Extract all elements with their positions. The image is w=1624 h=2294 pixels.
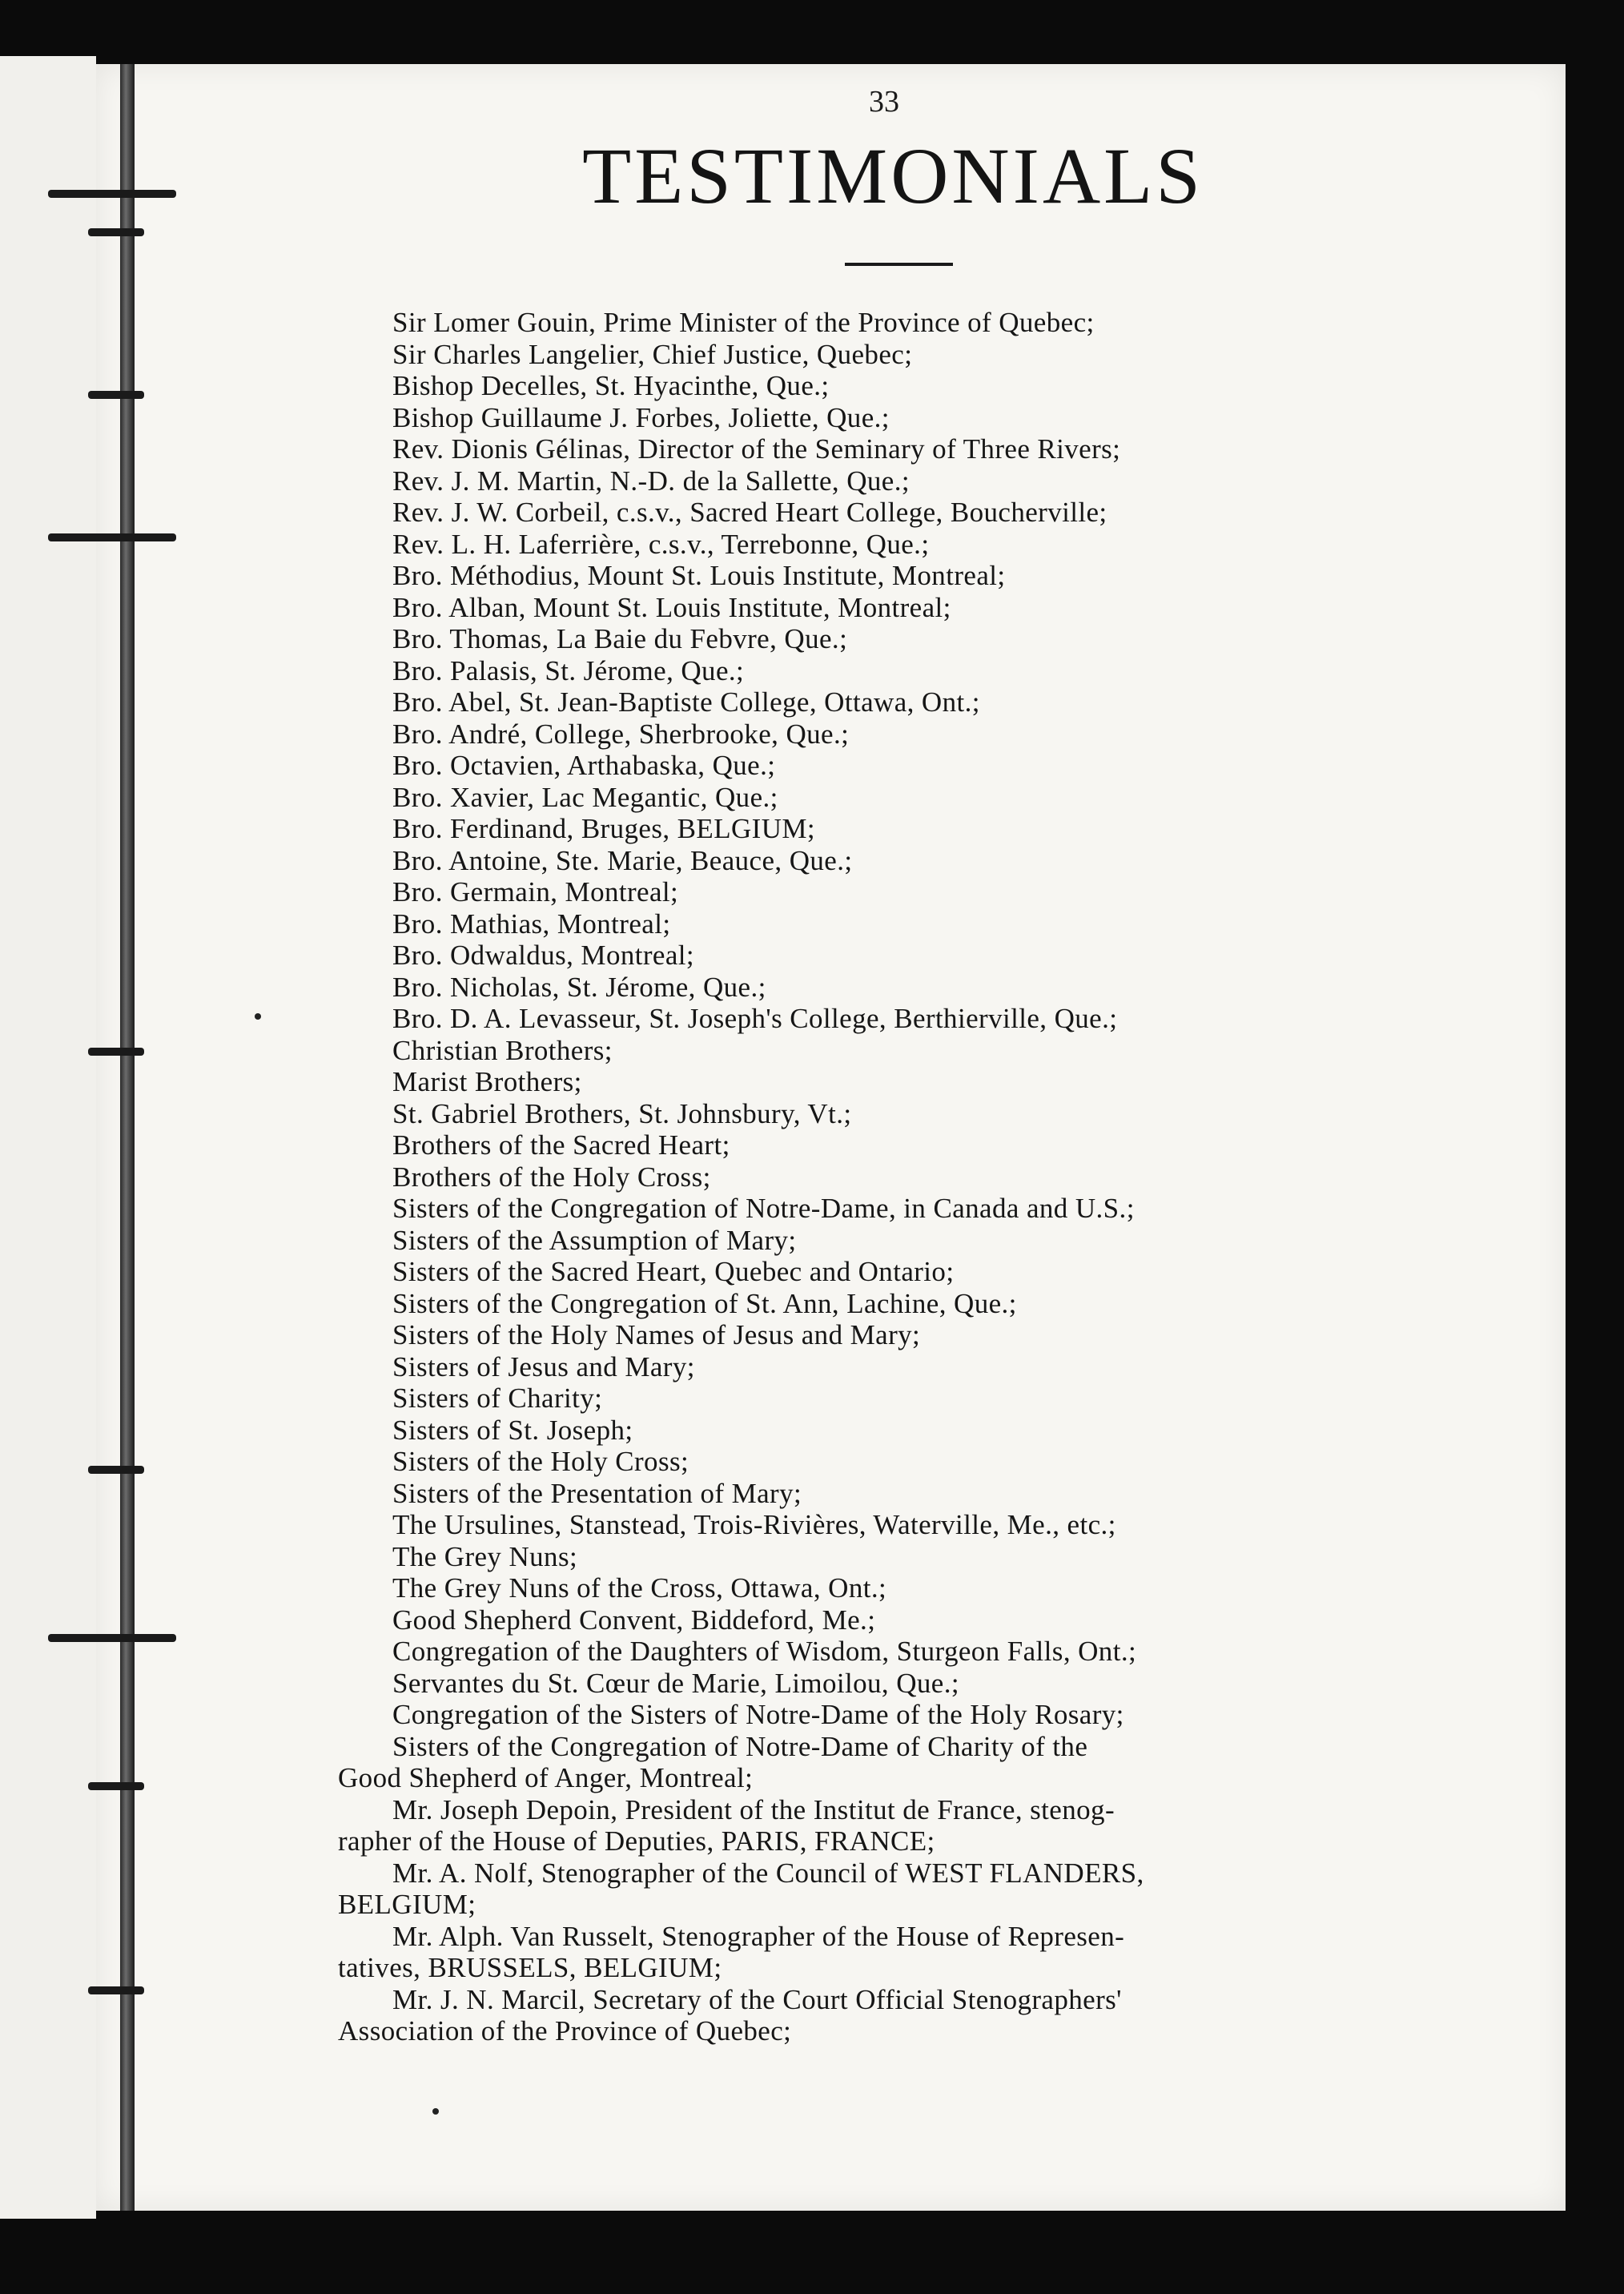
binding-stitch — [88, 228, 144, 236]
testimonial-line: Sisters of the Congregation of Notre-Dame of Charity of the — [392, 1730, 1088, 1762]
testimonial-line: Mr. J. N. Marcil, Secretary of the Court Official Stenographers' — [392, 1983, 1122, 2015]
binding-stitch — [88, 1466, 144, 1474]
page-title: TESTIMONIALS — [582, 131, 1204, 220]
binding-stitch — [88, 391, 144, 399]
page-number: 33 — [869, 85, 899, 119]
testimonial-line: Bro. André, College, Sherbrooke, Que.; — [392, 718, 850, 750]
testimonial-line: Bro. Xavier, Lac Megantic, Que.; — [392, 781, 778, 813]
testimonial-line: Bro. Méthodius, Mount St. Louis Institute, Montreal; — [392, 560, 1006, 591]
testimonial-line: Rev. J. W. Corbeil, c.s.v., Sacred Heart College, Boucherville; — [392, 497, 1107, 528]
testimonial-line: Rev. Dionis Gélinas, Director of the Seminary of Three Rivers; — [392, 433, 1121, 465]
testimonial-line: Mr. Joseph Depoin, President of the Institut de France, stenog- — [392, 1793, 1115, 1825]
testimonial-line: Bishop Guillaume J. Forbes, Joliette, Que.; — [392, 401, 890, 433]
testimonial-line: St. Gabriel Brothers, St. Johnsbury, Vt.; — [392, 1097, 852, 1129]
testimonial-line: Bro. Thomas, La Baie du Febvre, Que.; — [392, 623, 848, 654]
testimonial-line: Good Shepherd Convent, Biddeford, Me.; — [392, 1604, 876, 1636]
testimonial-line: Marist Brothers; — [392, 1066, 582, 1097]
book-binding — [120, 64, 135, 2211]
testimonial-line: Brothers of the Sacred Heart; — [392, 1129, 730, 1161]
testimonial-line: Sir Lomer Gouin, Prime Minister of the Province of Quebec; — [392, 307, 1095, 338]
testimonial-line: Servantes du St. Cœur de Marie, Limoilou, Que.; — [392, 1667, 959, 1699]
testimonial-line: BELGIUM; — [338, 1889, 476, 1920]
title-divider — [845, 263, 953, 266]
testimonial-line: Bro. Alban, Mount St. Louis Institute, Montreal; — [392, 591, 951, 623]
testimonial-line: Sisters of Charity; — [392, 1382, 603, 1414]
testimonial-line: The Ursulines, Stanstead, Trois-Rivières, Waterville, Me., etc.; — [392, 1509, 1116, 1540]
testimonial-line: Sisters of Jesus and Mary; — [392, 1350, 695, 1382]
testimonial-line: Sisters of the Presentation of Mary; — [392, 1477, 802, 1509]
binding-stitch — [48, 1634, 176, 1642]
testimonial-line: Bro. Octavien, Arthabaska, Que.; — [392, 750, 776, 781]
binding-stitch — [88, 1782, 144, 1790]
facing-page-edge — [0, 56, 96, 2219]
binding-stitch — [88, 1048, 144, 1056]
ink-speck — [432, 2108, 439, 2115]
testimonial-line: Sisters of the Sacred Heart, Quebec and Ontario; — [392, 1256, 955, 1287]
testimonial-line: Bro. Abel, St. Jean-Baptiste College, Ottawa, Ont.; — [392, 686, 980, 718]
testimonial-line: Sisters of the Congregation of Notre-Dame, in Canada and U.S.; — [392, 1193, 1135, 1224]
testimonial-line: Sir Charles Langelier, Chief Justice, Quebec; — [392, 338, 913, 370]
ink-speck — [255, 1013, 261, 1020]
testimonial-line: Sisters of the Holy Cross; — [392, 1446, 689, 1477]
testimonial-list — [338, 307, 1481, 2047]
testimonial-line: Bro. Odwaldus, Montreal; — [392, 940, 695, 971]
testimonial-line: Sisters of the Holy Names of Jesus and Mary; — [392, 1319, 921, 1350]
testimonial-line: tatives, BRUSSELS, BELGIUM; — [338, 1952, 722, 1983]
testimonial-line: Mr. A. Nolf, Stenographer of the Council of WEST FLANDERS, — [392, 1857, 1144, 1889]
testimonial-line: The Grey Nuns of the Cross, Ottawa, Ont.; — [392, 1572, 887, 1604]
testimonial-line: Mr. Alph. Van Russelt, Stenographer of the House of Represen- — [392, 1920, 1125, 1952]
testimonial-line: Rev. J. M. Martin, N.-D. de la Sallette, Que.; — [392, 465, 910, 497]
testimonial-line: Bro. Nicholas, St. Jérome, Que.; — [392, 971, 766, 1003]
testimonial-line: Congregation of the Sisters of Notre-Dame of the Holy Rosary; — [392, 1699, 1124, 1730]
testimonial-line: The Grey Nuns; — [392, 1540, 578, 1572]
testimonial-line: rapher of the House of Deputies, PARIS, FRANCE; — [338, 1825, 935, 1857]
testimonial-line: Sisters of the Assumption of Mary; — [392, 1224, 797, 1256]
testimonial-line: Congregation of the Daughters of Wisdom, Sturgeon Falls, Ont.; — [392, 1636, 1137, 1667]
testimonial-line: Bro. Palasis, St. Jérome, Que.; — [392, 654, 745, 686]
testimonial-line: Bro. Ferdinand, Bruges, BELGIUM; — [392, 813, 816, 844]
testimonial-line: Christian Brothers; — [392, 1034, 613, 1066]
testimonial-line: Sisters of the Congregation of St. Ann, Lachine, Que.; — [392, 1287, 1017, 1319]
testimonial-line: Good Shepherd of Anger, Montreal; — [338, 1762, 754, 1793]
testimonial-line: Sisters of St. Joseph; — [392, 1414, 633, 1446]
testimonial-line: Bro. D. A. Levasseur, St. Joseph's College, Berthierville, Que.; — [392, 1003, 1118, 1034]
binding-stitch — [88, 1986, 144, 1994]
testimonial-line: Rev. L. H. Laferrière, c.s.v., Terrebonne, Que.; — [392, 528, 930, 560]
testimonial-line: Association of the Province of Quebec; — [338, 2015, 792, 2046]
testimonial-line: Bro. Germain, Montreal; — [392, 876, 679, 908]
testimonial-line: Bishop Decelles, St. Hyacinthe, Que.; — [392, 370, 830, 401]
testimonial-line: Brothers of the Holy Cross; — [392, 1161, 711, 1193]
testimonial-line: Bro. Mathias, Montreal; — [392, 908, 671, 940]
testimonial-line: Bro. Antoine, Ste. Marie, Beauce, Que.; — [392, 844, 853, 876]
binding-stitch — [48, 533, 176, 541]
